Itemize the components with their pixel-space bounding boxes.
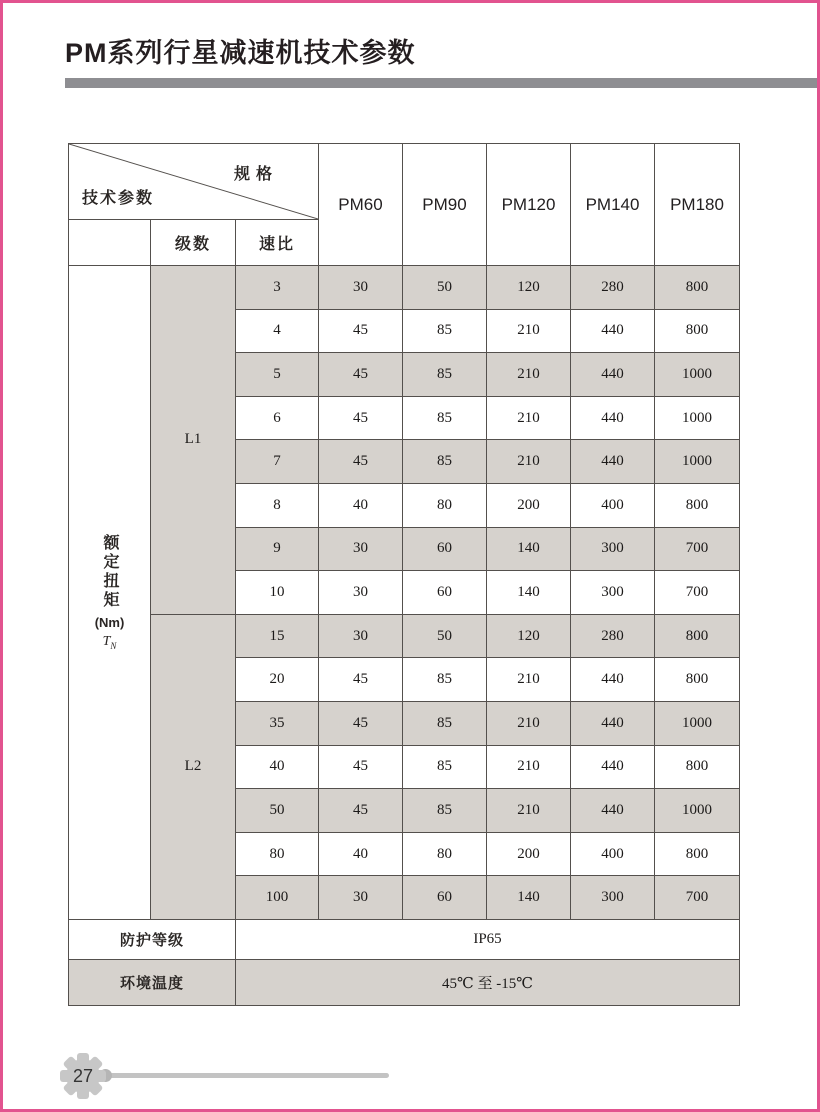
value-cell: 45 (319, 789, 403, 833)
value-cell: 45 (319, 440, 403, 484)
ratio-cell: 40 (236, 745, 319, 789)
value-cell: 1000 (655, 396, 740, 440)
header-row-models (69, 144, 740, 220)
value-cell: 440 (571, 353, 655, 397)
value-cell: 45 (319, 701, 403, 745)
value-cell: 50 (403, 614, 487, 658)
value-cell: 800 (655, 614, 740, 658)
value-cell: 85 (403, 789, 487, 833)
ratio-cell: 6 (236, 396, 319, 440)
page-number: 27 (72, 1065, 94, 1086)
corner-param-label: 技术参数 (82, 190, 155, 207)
value-cell: 280 (571, 266, 655, 310)
value-cell: 280 (571, 614, 655, 658)
value-cell: 45 (319, 658, 403, 702)
value-cell: 30 (319, 266, 403, 310)
ratio-cell: 7 (236, 440, 319, 484)
torque-name: 额定扭矩 (101, 534, 118, 611)
value-cell: 85 (403, 745, 487, 789)
value-cell: 45 (319, 353, 403, 397)
temperature-row (69, 959, 740, 1005)
ratio-cell: 10 (236, 571, 319, 615)
value-cell: 300 (571, 571, 655, 615)
value-cell: 200 (487, 483, 571, 527)
value-cell: 80 (403, 483, 487, 527)
model-header-pm90: PM90 (403, 144, 487, 266)
value-cell: 45 (319, 309, 403, 353)
value-cell: 210 (487, 658, 571, 702)
value-cell: 300 (571, 527, 655, 571)
table-row (69, 266, 740, 310)
page-title: PM系列行星减速机技术参数 (65, 38, 416, 68)
value-cell: 45 (319, 745, 403, 789)
protection-row (69, 919, 740, 959)
ratio-cell: 8 (236, 483, 319, 527)
value-cell: 440 (571, 440, 655, 484)
title-divider (65, 78, 817, 88)
value-cell: 210 (487, 701, 571, 745)
value-cell: 200 (487, 832, 571, 876)
temperature-label: 环境温度 (69, 959, 236, 1005)
value-cell: 120 (487, 266, 571, 310)
value-cell: 30 (319, 527, 403, 571)
table-row (69, 614, 740, 658)
value-cell: 800 (655, 832, 740, 876)
value-cell: 1000 (655, 440, 740, 484)
spec-table (68, 143, 740, 1006)
value-cell: 440 (571, 309, 655, 353)
value-cell: 800 (655, 266, 740, 310)
value-cell: 400 (571, 832, 655, 876)
protection-label: 防护等级 (69, 919, 236, 959)
value-cell: 140 (487, 527, 571, 571)
value-cell: 30 (319, 614, 403, 658)
ratio-cell: 50 (236, 789, 319, 833)
value-cell: 400 (571, 483, 655, 527)
ratio-cell: 5 (236, 353, 319, 397)
value-cell: 800 (655, 658, 740, 702)
value-cell: 85 (403, 353, 487, 397)
value-cell: 40 (319, 832, 403, 876)
value-cell: 30 (319, 571, 403, 615)
empty-header-cell (69, 220, 151, 266)
ratio-cell: 80 (236, 832, 319, 876)
value-cell: 85 (403, 309, 487, 353)
value-cell: 30 (319, 876, 403, 920)
value-cell: 60 (403, 876, 487, 920)
model-header-pm120: PM120 (487, 144, 571, 266)
stage-cell-l1: L1 (151, 266, 236, 615)
value-cell: 440 (571, 701, 655, 745)
value-cell: 85 (403, 440, 487, 484)
value-cell: 80 (403, 832, 487, 876)
model-header-pm180: PM180 (655, 144, 740, 266)
footer-divider (104, 1073, 389, 1078)
value-cell: 700 (655, 527, 740, 571)
value-cell: 45 (319, 396, 403, 440)
protection-value: IP65 (236, 919, 740, 959)
value-cell: 50 (403, 266, 487, 310)
temperature-value: 45℃ 至 -15℃ (236, 959, 740, 1005)
ratio-cell: 35 (236, 701, 319, 745)
ratio-cell: 9 (236, 527, 319, 571)
corner-spec-label: 规格 (234, 166, 279, 183)
stage-header: 级数 (151, 220, 236, 266)
value-cell: 210 (487, 309, 571, 353)
value-cell: 440 (571, 745, 655, 789)
value-cell: 440 (571, 789, 655, 833)
ratio-header: 速比 (236, 220, 319, 266)
stage-cell-l2: L2 (151, 614, 236, 919)
value-cell: 440 (571, 396, 655, 440)
value-cell: 60 (403, 571, 487, 615)
ratio-cell: 4 (236, 309, 319, 353)
torque-symbol: $T_N$ (102, 634, 117, 651)
torque-label-cell (69, 266, 151, 920)
ratio-cell: 100 (236, 876, 319, 920)
value-cell: 1000 (655, 353, 740, 397)
value-cell: 1000 (655, 701, 740, 745)
ratio-cell: 20 (236, 658, 319, 702)
value-cell: 60 (403, 527, 487, 571)
value-cell: 40 (319, 483, 403, 527)
value-cell: 800 (655, 483, 740, 527)
value-cell: 210 (487, 440, 571, 484)
ratio-cell: 3 (236, 266, 319, 310)
value-cell: 440 (571, 658, 655, 702)
value-cell: 300 (571, 876, 655, 920)
model-header-pm140: PM140 (571, 144, 655, 266)
value-cell: 210 (487, 789, 571, 833)
value-cell: 800 (655, 745, 740, 789)
value-cell: 85 (403, 658, 487, 702)
value-cell: 700 (655, 876, 740, 920)
value-cell: 210 (487, 396, 571, 440)
value-cell: 140 (487, 876, 571, 920)
torque-unit: (Nm) (94, 615, 125, 631)
model-header-pm60: PM60 (319, 144, 403, 266)
ratio-cell: 15 (236, 614, 319, 658)
value-cell: 800 (655, 309, 740, 353)
value-cell: 700 (655, 571, 740, 615)
value-cell: 85 (403, 396, 487, 440)
corner-cell (69, 144, 319, 220)
value-cell: 120 (487, 614, 571, 658)
value-cell: 1000 (655, 789, 740, 833)
value-cell: 140 (487, 571, 571, 615)
value-cell: 210 (487, 353, 571, 397)
value-cell: 210 (487, 745, 571, 789)
value-cell: 85 (403, 701, 487, 745)
